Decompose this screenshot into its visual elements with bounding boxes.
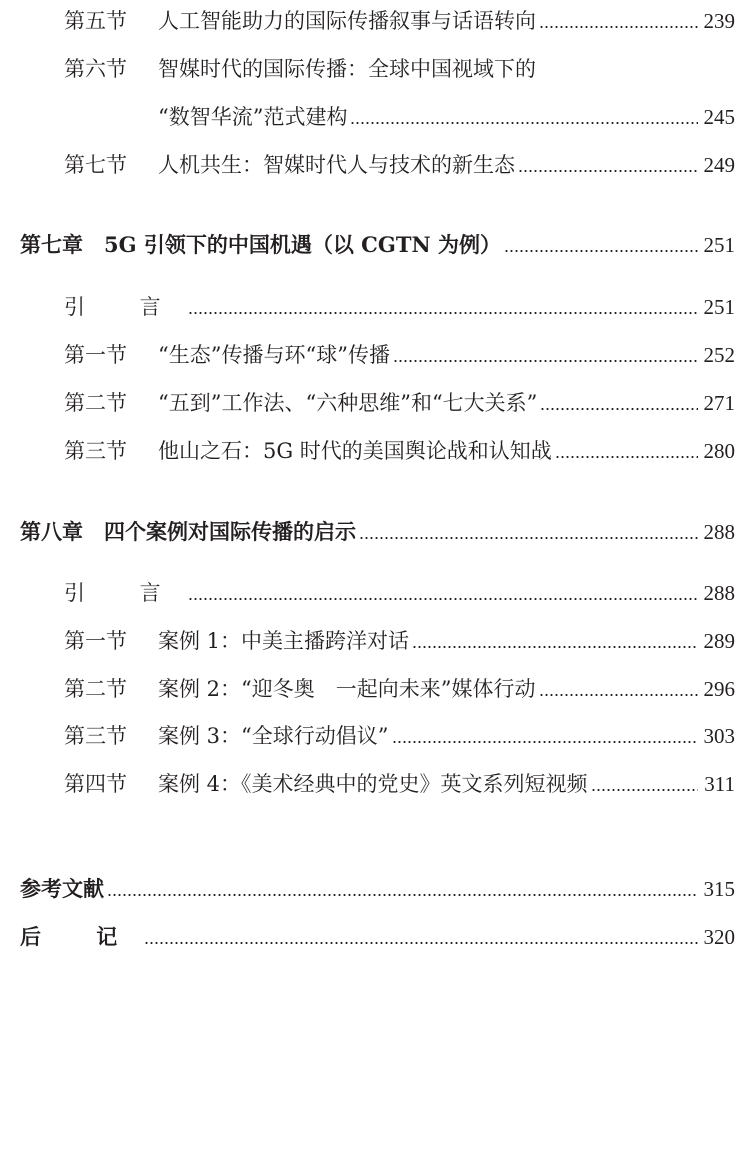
- entry-page-number: 303: [703, 724, 735, 748]
- toc-entry: [0, 386, 751, 418]
- entry-page-number: 249: [703, 153, 735, 177]
- dot-leader: [591, 789, 698, 791]
- chapter-label: 第八章: [20, 519, 83, 544]
- entry-page-number: 280: [703, 439, 735, 463]
- toc-entry: [0, 672, 751, 704]
- toc-entry: [0, 434, 751, 466]
- entry-label: 第一节: [64, 629, 127, 653]
- dot-leader: [188, 312, 698, 314]
- entry-page-number: 239: [703, 9, 735, 33]
- dot-leader: [107, 894, 698, 896]
- entry-page-number: 252: [703, 343, 735, 367]
- dot-leader: [555, 456, 698, 458]
- entry-label: 第二节: [64, 391, 127, 415]
- toc-entry: [0, 576, 751, 608]
- toc-entry: [0, 624, 751, 656]
- dot-leader: [393, 360, 698, 362]
- toc-chapter-entry: [0, 228, 751, 260]
- chapter-title: 5G 引领下的中国机遇（以 CGTN 为例）: [104, 232, 501, 257]
- entry-label: 第六节: [64, 57, 127, 81]
- entry-page-number: 288: [703, 581, 735, 605]
- entry-label: 第二节: [64, 677, 127, 701]
- toc-entry: [0, 719, 751, 751]
- entry-page-number: 245: [703, 105, 735, 129]
- chapter-title: 四个案例对国际传播的启示: [104, 519, 356, 544]
- dot-leader: [188, 598, 698, 600]
- entry-page-number: 320: [703, 925, 735, 949]
- entry-title: 人工智能助力的国际传播叙事与话语转向: [158, 9, 536, 33]
- entry-title: 智媒时代的国际传播：全球中国视域下的: [158, 57, 536, 81]
- entry-label: 引 言: [64, 295, 185, 319]
- entry-title: 案例 1：中美主播跨洋对话: [158, 629, 410, 653]
- entry-page-number: 289: [703, 629, 735, 653]
- entry-page-number: 311: [704, 772, 735, 796]
- dot-leader: [539, 694, 698, 696]
- entry-page-number: 296: [703, 677, 735, 701]
- dot-leader: [504, 250, 698, 252]
- toc-backmatter-entry: [0, 920, 751, 952]
- toc-entry: [0, 52, 751, 84]
- toc-entry: [0, 290, 751, 322]
- toc-chapter-entry: [0, 515, 751, 547]
- entry-label: 第五节: [64, 9, 127, 33]
- entry-page-number: 315: [703, 877, 735, 901]
- toc-entry: [0, 4, 751, 36]
- entry-page-number: 251: [703, 295, 735, 319]
- entry-title: 案例 4：《美术经典中的党史》英文系列短视频: [158, 772, 588, 796]
- afterword-label: 后 记: [20, 924, 142, 949]
- entry-title: 案例 2：“迎冬奥 一起向未来”媒体行动: [158, 677, 536, 701]
- entry-label: 第四节: [64, 772, 127, 796]
- entry-label: 引 言: [64, 581, 185, 605]
- entry-title: 他山之石：5G 时代的美国舆论战和认知战: [158, 439, 552, 463]
- dot-leader: [350, 122, 698, 124]
- toc-entry-continuation: [0, 100, 751, 132]
- dot-leader: [518, 170, 698, 172]
- entry-label: 第一节: [64, 343, 127, 367]
- toc-entry: [0, 767, 751, 799]
- entry-label: 第三节: [64, 724, 127, 748]
- entry-title: 案例 3：“全球行动倡议”: [158, 724, 389, 748]
- entry-title: “生态”传播与环“球”传播: [158, 343, 390, 367]
- references-label: 参考文献: [20, 876, 104, 901]
- dot-leader: [412, 646, 698, 648]
- entry-page-number: 271: [703, 391, 735, 415]
- entry-title: 人机共生：智媒时代人与技术的新生态: [158, 153, 515, 177]
- entry-title: “五到”工作法、“六种思维”和“七大关系”: [158, 391, 538, 415]
- dot-leader: [539, 26, 698, 28]
- toc-entry: [0, 338, 751, 370]
- dot-leader: [540, 408, 698, 410]
- dot-leader: [144, 942, 698, 944]
- dot-leader: [392, 741, 698, 743]
- toc-backmatter-entry: [0, 872, 751, 904]
- entry-label: 第七节: [64, 153, 127, 177]
- chapter-label: 第七章: [20, 232, 83, 257]
- entry-title: “数智华流”范式建构: [158, 105, 348, 129]
- dot-leader: [359, 537, 698, 539]
- entry-page-number: 251: [703, 233, 735, 257]
- toc-entry: [0, 148, 751, 180]
- entry-label: 第三节: [64, 439, 127, 463]
- entry-page-number: 288: [703, 520, 735, 544]
